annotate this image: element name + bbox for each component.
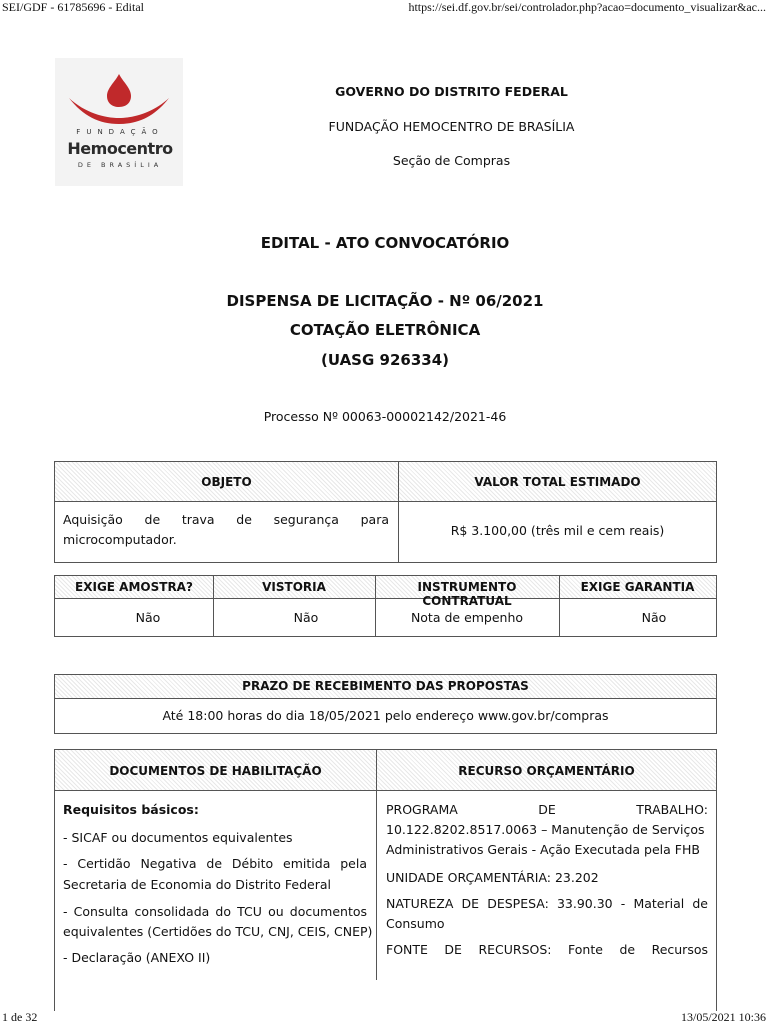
- divider: [376, 750, 377, 980]
- prazo-header: PRAZO DE RECEBIMENTO DAS PROPOSTAS: [242, 679, 529, 693]
- dispensa-title: DISPENSA DE LICITAÇÃO - Nº 06/2021: [226, 292, 544, 310]
- doc-item-certidao-l2: Secretaria de Economia do Distrito Federal: [63, 877, 332, 892]
- unidade-orcamentaria: UNIDADE ORÇAMENTÁRIA: 23.202: [386, 870, 599, 885]
- hemocentro-logo: [55, 58, 183, 186]
- req-value-amostra: Não: [135, 610, 161, 625]
- req-header-instrumento: INSTRUMENTO CONTRATUAL: [417, 580, 517, 608]
- programa-l3: Administrativos Gerais - Ação Executada pela FHB: [386, 842, 700, 857]
- divider: [55, 790, 716, 791]
- print-url: https://sei.df.gov.br/sei/controlador.php?acao=documento_visualizar&ac...: [408, 0, 766, 14]
- uasg-title: (UASG 926334): [321, 351, 449, 369]
- edital-title: EDITAL - ATO CONVOCATÓRIO: [260, 234, 510, 252]
- doc-item-tcu-l1: - Consulta consolidada do TCU ou documentos: [63, 904, 367, 919]
- objeto-header: OBJETO: [201, 475, 252, 489]
- logo-line3: DE BRASÍLIA: [77, 161, 163, 169]
- req-header-vistoria: VISTORIA: [262, 580, 326, 594]
- req-basicos-title: Requisitos básicos:: [63, 802, 199, 817]
- req-value-instrumento: Nota de empenho: [410, 610, 524, 625]
- doc-item-tcu-l2: equivalentes (Certidões do TCU, CNJ, CEIS, CNEP): [63, 924, 373, 939]
- objeto-text-line1: Aquisição de trava de segurança para: [63, 512, 389, 527]
- logo-line2: Hemocentro: [67, 139, 173, 158]
- recurso-header: RECURSO ORÇAMENTÁRIO: [458, 764, 635, 778]
- print-datetime: 13/05/2021 10:36: [680, 1010, 766, 1024]
- processo-number: Processo Nº 00063-00002142/2021-46: [263, 409, 507, 424]
- prazo-table: [54, 674, 717, 734]
- logo-line1: FUNDAÇÃO: [76, 128, 164, 136]
- documentos-table: [54, 749, 717, 1011]
- docs-header: DOCUMENTOS DE HABILITAÇÃO: [109, 764, 322, 778]
- print-header: [0, 0, 770, 16]
- section-heading: Seção de Compras: [392, 153, 511, 168]
- requirements-table: [54, 575, 717, 637]
- programa-l1: PROGRAMA DE TRABALHO:: [386, 802, 708, 817]
- fonte-l1: FONTE DE RECURSOS: Fonte de Recursos: [386, 942, 708, 957]
- cotacao-title: COTAÇÃO ELETRÔNICA: [289, 321, 481, 339]
- natureza-l1: NATUREZA DE DESPESA: 33.90.30 - Material de: [386, 896, 708, 911]
- gov-heading: GOVERNO DO DISTRITO FEDERAL: [335, 84, 568, 99]
- print-title: SEI/GDF - 61785696 - Edital: [2, 0, 144, 14]
- req-header-garantia: EXIGE GARANTIA: [580, 580, 695, 594]
- print-footer: [0, 1008, 770, 1024]
- programa-l2: 10.122.8202.8517.0063 – Manutenção de Serviços: [386, 822, 705, 837]
- divider: [55, 698, 716, 699]
- valor-header: VALOR TOTAL ESTIMADO: [474, 475, 641, 489]
- valor-text: R$ 3.100,00 (três mil e cem reais): [450, 523, 665, 538]
- doc-item-declaracao: - Declaração (ANEXO II): [63, 950, 211, 965]
- prazo-text: Até 18:00 horas do dia 18/05/2021 pelo endereço www.gov.br/compras: [162, 708, 609, 723]
- req-value-vistoria: Não: [293, 610, 319, 625]
- natureza-l2: Consumo: [386, 916, 445, 931]
- divider: [55, 501, 716, 502]
- doc-item-sicaf: - SICAF ou documentos equivalentes: [63, 830, 293, 845]
- req-header-amostra: EXIGE AMOSTRA?: [75, 580, 193, 594]
- req-value-garantia: Não: [641, 610, 667, 625]
- foundation-heading: FUNDAÇÃO HEMOCENTRO DE BRASÍLIA: [328, 119, 575, 134]
- page-counter: 1 de 32: [2, 1010, 38, 1024]
- objeto-text-line2: microcomputador.: [63, 532, 177, 547]
- objeto-table: [54, 461, 717, 563]
- doc-item-certidao-l1: - Certidão Negativa de Débito emitida pela: [63, 856, 367, 871]
